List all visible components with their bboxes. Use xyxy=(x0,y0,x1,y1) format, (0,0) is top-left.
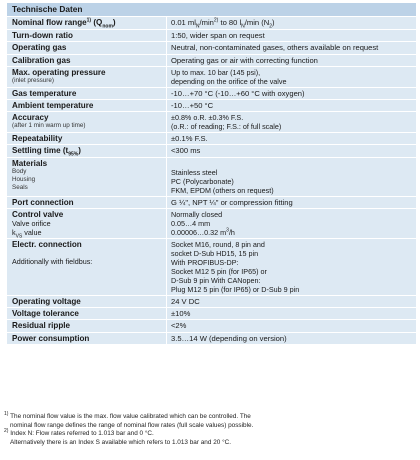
table-row xyxy=(7,196,417,208)
row-sublabel: Seals xyxy=(12,183,28,191)
table-row xyxy=(7,208,417,238)
row-label: Nominal flow range$^{1)}$ $(Q_{nom})$ xyxy=(7,17,167,30)
row-value: <2% xyxy=(167,320,417,332)
table-row xyxy=(7,54,417,66)
row-label: Power consumption xyxy=(7,332,167,344)
row-value: 3.5…14 W (depending on version) xyxy=(167,332,417,344)
row-value: ±0.8% o.R. ±0.3% F.S. (o.R.: of reading; F.S.: of full scale) xyxy=(167,112,417,133)
row-sublabel: Body xyxy=(12,167,27,175)
row-label: Voltage tolerance xyxy=(7,308,167,320)
table-header: Technische Daten xyxy=(7,3,417,17)
row-value: Normally closed 0.05…4 mm 0.00006…0.32 $m^3/h$ xyxy=(167,208,417,238)
row-value: 1:50, wider span on request xyxy=(167,30,417,42)
row-sublabel: Valve orifice xyxy=(12,219,51,229)
table-row xyxy=(7,112,417,133)
footnote-2-cont: Alternatively there is an Index S available which refers to 1.013 bar and 20 °C. xyxy=(10,438,232,446)
row-label: Gas temperature xyxy=(7,87,167,99)
row-value: ±0.1% F.S. xyxy=(167,133,417,145)
row-label: Ambient temperature xyxy=(7,100,167,112)
spec-table xyxy=(6,2,417,345)
table-row xyxy=(7,30,417,42)
row-sublabel: Additionally with fieldbus: xyxy=(12,257,93,267)
row-label: Residual ripple xyxy=(7,320,167,332)
table-row xyxy=(7,308,417,320)
row-label: Electr. connection Additionally with fieldbus: xyxy=(7,239,167,296)
row-value: Up to max. 10 bar (145 psi), depending on the orifice of the valve xyxy=(167,66,417,87)
row-value: <300 ms xyxy=(167,145,417,157)
row-label: Materials Body Housing Seals xyxy=(7,157,167,196)
table-row xyxy=(7,145,417,157)
row-value: -10…+70 °C (-10…+60 °C with oxygen) xyxy=(167,87,417,99)
footnote-1-cont: nominal flow range defines the range of nominal flow rates (full scale values) possible. xyxy=(10,421,254,429)
footnote-1: $^{1)}$ The nominal flow value is the max. flow value calibrated which can be controlled. The xyxy=(4,410,251,420)
row-label: Max. operating pressure (inlet pressure) xyxy=(7,66,167,87)
row-sublabel: (inlet pressure) xyxy=(12,77,54,85)
row-label: Control valve Valve orifice $k_{VS}$ value xyxy=(7,208,167,238)
row-label: Settling time $(t_{95\%})$ xyxy=(7,145,167,157)
row-value: Operating gas or air with correcting function xyxy=(167,54,417,66)
row-sublabel: (after 1 min warm up time) xyxy=(12,122,86,130)
table-row xyxy=(7,87,417,99)
row-label: Turn-down ratio xyxy=(7,30,167,42)
footnotes xyxy=(4,410,418,447)
table-header-row xyxy=(7,3,417,17)
table-row xyxy=(7,100,417,112)
row-value: 0.01 $ml_N/\min^{2)}$ to 80 $l_N/\min$ $(N_2)$ xyxy=(167,17,417,30)
row-label: Operating gas xyxy=(7,42,167,54)
footnote-2: $^{2)}$ Index N: Flow rates referred to 1.013 bar and 0 °C. xyxy=(4,428,154,438)
row-label: Operating voltage xyxy=(7,296,167,308)
row-value: Socket M16, round, 8 pin and socket D-Sub HD15, 15 pin With PROFIBUS-DP: Socket M12 5 pin (for IP65) or D-Sub 9 pin With CANopen: Plug M12 5 pin (for IP65) or D-Sub 9 pin xyxy=(167,239,417,296)
row-value: G ¼", NPT ¼" or compression fitting xyxy=(167,196,417,208)
row-label: Calibration gas xyxy=(7,54,167,66)
row-value: Stainless steel PC (Polycarbonate) FKM, EPDM (others on request) xyxy=(167,157,417,196)
row-label: Repeatability xyxy=(7,133,167,145)
row-sublabel: Housing xyxy=(12,175,36,183)
row-sublabel: $k_{VS}$ value xyxy=(12,228,42,239)
row-value: 24 V DC xyxy=(167,296,417,308)
row-value: ±10% xyxy=(167,308,417,320)
table-row xyxy=(7,332,417,344)
table-row xyxy=(7,17,417,30)
row-value: Neutral, non-contaminated gases, others available on request xyxy=(167,42,417,54)
table-row xyxy=(7,157,417,196)
table-row xyxy=(7,296,417,308)
table-row xyxy=(7,66,417,87)
row-label: Accuracy (after 1 min warm up time) xyxy=(7,112,167,133)
table-row xyxy=(7,320,417,332)
table-row xyxy=(7,42,417,54)
row-value: -10…+50 °C xyxy=(167,100,417,112)
row-label: Port connection xyxy=(7,196,167,208)
table-row xyxy=(7,133,417,145)
table-row xyxy=(7,239,417,296)
